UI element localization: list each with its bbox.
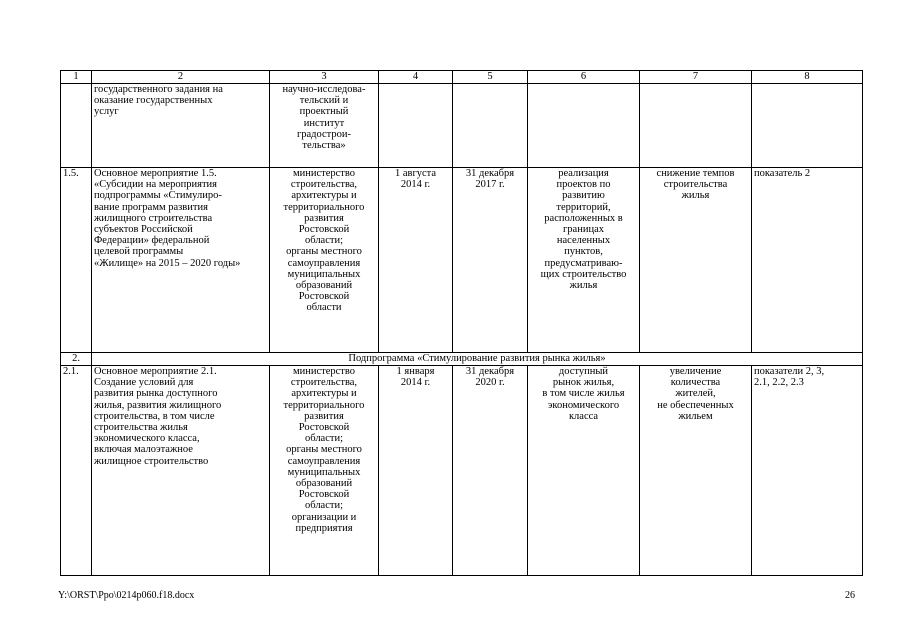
row-number-cell xyxy=(61,84,92,168)
end-date-cell: 31 декабря 2017 г. xyxy=(453,168,528,353)
page-number: 26 xyxy=(845,590,855,601)
start-date-cell: 1 января 2014 г. xyxy=(379,366,453,576)
indicator-cell: показатель 2 xyxy=(752,168,863,353)
end-date-cell: 31 декабря 2020 г. xyxy=(453,366,528,576)
section-number-cell: 2. xyxy=(61,353,92,366)
consequence-cell: снижение темпов строительства жилья xyxy=(640,168,752,353)
header-cell: 4 xyxy=(379,71,453,84)
file-path-footer: Y:\ORST\Ppo\0214p060.f18.docx xyxy=(58,590,195,601)
consequence-cell xyxy=(640,84,752,168)
activity-name-cell: Основное мероприятие 2.1. Создание условий для развития рынка доступного жилья, развития жилищного строительства, в том числе строительства жилья экономического класса, включая малоэтажное жилищное строительство xyxy=(92,366,270,576)
column-number-header-row xyxy=(61,71,863,84)
executor-cell: министерство строительства, архитектуры и территориального развития Ростовской области; органы местного самоуправления муниципальных образований Ростовской области xyxy=(270,168,379,353)
header-cell: 6 xyxy=(528,71,640,84)
activity-name-cell: Основное мероприятие 1.5. «Субсидии на мероприятия подпрограммы «Стимулиро- вание программ развития жилищного строительства субъектов Российской Федерации» федеральной целевой программы «Жилище» на 2015 – 2020 годы» xyxy=(92,168,270,353)
indicator-cell: показатели 2, 3, 2.1, 2.2, 2.3 xyxy=(752,366,863,576)
row-number-cell: 1.5. xyxy=(61,168,92,353)
section-title-cell: Подпрограмма «Стимулирование развития рынка жилья» xyxy=(92,353,863,366)
table-row-continuation xyxy=(61,84,863,168)
header-cell: 8 xyxy=(752,71,863,84)
row-number-cell: 2.1. xyxy=(61,366,92,576)
header-cell: 2 xyxy=(92,71,270,84)
expected-result-cell xyxy=(528,84,640,168)
table-row xyxy=(61,168,863,353)
table-row xyxy=(61,366,863,576)
consequence-cell: увеличение количества жителей, не обеспеченных жильем xyxy=(640,366,752,576)
header-cell: 3 xyxy=(270,71,379,84)
expected-result-cell: доступный рынок жилья, в том числе жилья экономического класса xyxy=(528,366,640,576)
end-date-cell xyxy=(453,84,528,168)
header-cell: 1 xyxy=(61,71,92,84)
indicator-cell xyxy=(752,84,863,168)
header-cell: 7 xyxy=(640,71,752,84)
section-row xyxy=(61,353,863,366)
executor-cell: научно-исследова- тельский и проектный институт градострои- тельства» xyxy=(270,84,379,168)
executor-cell: министерство строительства, архитектуры и территориального развития Ростовской области; органы местного самоуправления муниципальных образований Ростовской области; организации и предприятия xyxy=(270,366,379,576)
start-date-cell: 1 августа 2014 г. xyxy=(379,168,453,353)
activities-table xyxy=(60,70,863,576)
activity-name-cell: государственного задания на оказание государственных услуг xyxy=(92,84,270,168)
start-date-cell xyxy=(379,84,453,168)
header-cell: 5 xyxy=(453,71,528,84)
expected-result-cell: реализация проектов по развитию территорий, расположенных в границах населенных пунктов, предусматриваю- щих строительство жилья xyxy=(528,168,640,353)
